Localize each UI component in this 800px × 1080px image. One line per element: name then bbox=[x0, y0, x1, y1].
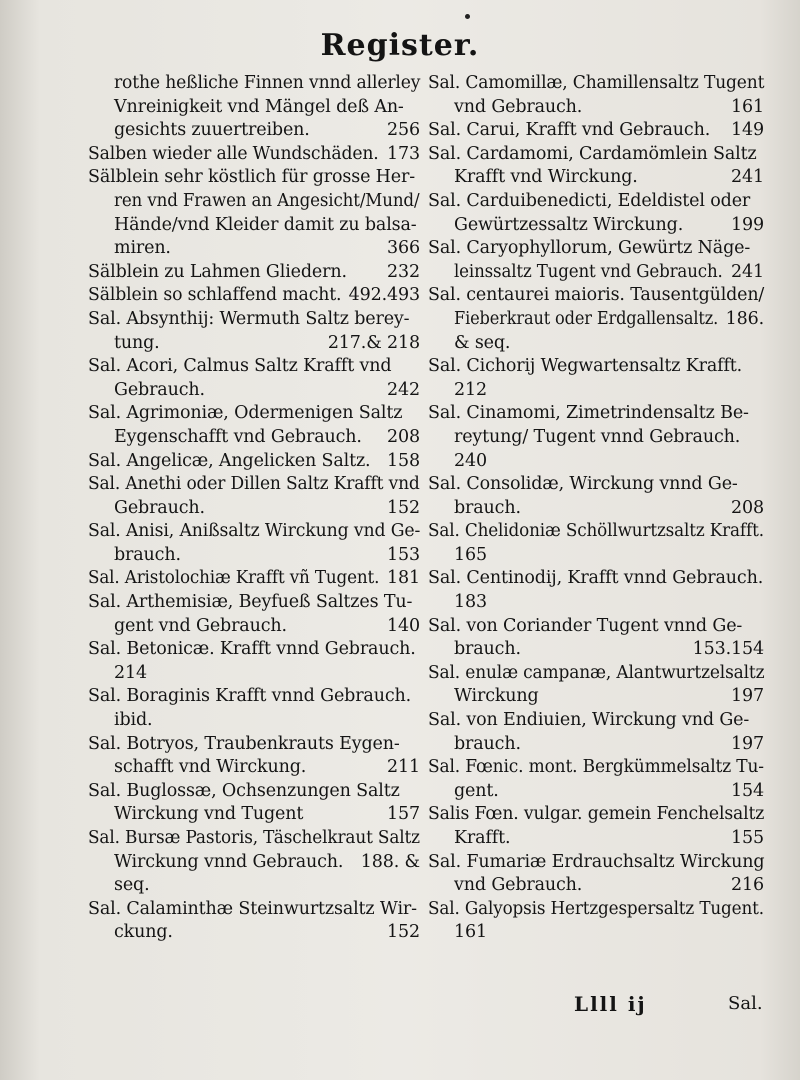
index-line bbox=[428, 756, 764, 780]
page-reference: 256 bbox=[387, 120, 420, 141]
page-reference: 153 bbox=[387, 544, 420, 565]
index-line bbox=[88, 284, 420, 308]
entry-text: Krafft. bbox=[454, 828, 511, 848]
entry-text: Sal. Centinodij, Krafft vnnd Gebrauch. bbox=[428, 568, 764, 589]
entry-text: Sälblein sehr köstlich für grosse Her- bbox=[88, 167, 415, 188]
index-line bbox=[428, 426, 764, 450]
ink-dot bbox=[465, 14, 470, 19]
entry-text: Sal. Anethi oder Dillen Saltz Krafft vnd bbox=[88, 474, 420, 495]
index-line bbox=[428, 567, 764, 591]
page-reference: 158 bbox=[387, 450, 420, 471]
entry-text: reytung/ Tugent vnnd Gebrauch. bbox=[454, 426, 741, 447]
index-line bbox=[428, 520, 764, 544]
entry-text: rothe heßliche Finnen vnnd allerley bbox=[114, 73, 421, 93]
entry-text: Sal. Fœnic. mont. Bergkümmelsaltz Tu- bbox=[428, 757, 764, 778]
entry-text: Sal. Galyopsis Hertzgespersaltz Tugent. bbox=[428, 898, 764, 919]
page-reference: 211 bbox=[387, 757, 420, 778]
entry-text: Sal. Acori, Calmus Saltz Krafft vnd bbox=[88, 356, 392, 377]
page-reference: 154 bbox=[731, 780, 764, 801]
entry-text: Sal. Agrimoniæ, Odermenigen Saltz bbox=[88, 403, 403, 424]
index-line bbox=[88, 662, 420, 686]
index-line bbox=[428, 827, 764, 851]
index-line bbox=[88, 355, 420, 379]
index-line bbox=[88, 709, 420, 733]
index-line bbox=[428, 780, 764, 804]
entry-text: Sal. von Coriander Tugent vnnd Ge- bbox=[428, 615, 743, 636]
index-line bbox=[88, 921, 420, 945]
page-reference: 153.154 bbox=[692, 639, 764, 660]
index-line bbox=[428, 921, 764, 945]
page-reference: 216 bbox=[731, 875, 764, 896]
entry-text: Sal. Aristolochiæ Krafft vñ Tugent. bbox=[88, 568, 380, 589]
entry-text: Sal. Cinamomi, Zimetrindensaltz Be- bbox=[428, 403, 749, 424]
index-line bbox=[428, 450, 764, 474]
index-line bbox=[88, 851, 420, 875]
page-reference: 208 bbox=[731, 497, 764, 518]
page-reference: 152 bbox=[387, 497, 420, 518]
page-title: Register. bbox=[320, 28, 480, 63]
index-line bbox=[88, 497, 420, 521]
entry-text: Sal. Boraginis Krafft vnnd Gebrauch. bbox=[88, 686, 412, 707]
index-line bbox=[88, 591, 420, 615]
index-line bbox=[428, 190, 764, 214]
index-line bbox=[88, 827, 420, 851]
index-line bbox=[88, 733, 420, 757]
entry-text: ibid. bbox=[114, 710, 153, 731]
index-line bbox=[88, 308, 420, 332]
entry-text: gent vnd Gebrauch. bbox=[114, 615, 287, 636]
index-line bbox=[428, 284, 764, 308]
index-line bbox=[88, 638, 420, 662]
entry-text: vnd Gebrauch. bbox=[454, 96, 583, 117]
index-line bbox=[88, 898, 420, 922]
page-reference: 157 bbox=[387, 804, 420, 825]
entry-text: Sal. Arthemisiæ, Beyfueß Saltzes Tu- bbox=[88, 592, 413, 613]
index-line bbox=[428, 615, 764, 639]
index-line bbox=[88, 756, 420, 780]
index-line bbox=[88, 261, 420, 285]
index-line bbox=[428, 709, 764, 733]
index-line bbox=[428, 143, 764, 167]
entry-text: Sal. Absynthij: Wermuth Saltz berey- bbox=[88, 308, 410, 329]
entry-text: Sal. Carduibenedicti, Edeldistel oder bbox=[428, 190, 751, 211]
entry-text: tung. bbox=[114, 332, 160, 353]
index-line bbox=[428, 803, 764, 827]
index-line bbox=[88, 544, 420, 568]
entry-text: ren vnd Frawen an Angesicht/Mund/ bbox=[114, 190, 420, 211]
entry-text: Sal. von Endiuien, Wirckung vnd Ge- bbox=[428, 710, 750, 731]
entry-text: schafft vnd Wirckung. bbox=[114, 757, 307, 778]
page-reference: 186. bbox=[725, 308, 764, 329]
entry-text: Hände/vnd Kleider damit zu balsa- bbox=[114, 214, 417, 235]
entry-text: vnd Gebrauch. bbox=[454, 875, 583, 896]
index-line bbox=[428, 733, 764, 757]
entry-text: Sal. Calaminthæ Steinwurtzsaltz Wir- bbox=[88, 898, 417, 919]
index-line bbox=[428, 851, 764, 875]
entry-text: brauch. bbox=[114, 544, 181, 565]
entry-text: Sal. Carui, Krafft vnd Gebrauch. bbox=[428, 120, 711, 141]
page-reference: 140 bbox=[387, 615, 420, 636]
entry-text: brauch. bbox=[454, 497, 521, 518]
index-line bbox=[428, 237, 764, 261]
page-reference: 232 bbox=[387, 261, 420, 282]
page-reference: 173 bbox=[387, 143, 420, 164]
index-line bbox=[428, 591, 764, 615]
entry-text: 212 bbox=[454, 379, 487, 400]
entry-text: Eygenschafft vnd Gebrauch. bbox=[114, 426, 362, 447]
index-line bbox=[88, 402, 420, 426]
index-line bbox=[88, 237, 420, 261]
page-reference: 242 bbox=[387, 379, 420, 400]
index-line bbox=[428, 308, 764, 332]
entry-text: Sal. Fumariæ Erdrauchsaltz Wirckung bbox=[428, 851, 765, 872]
entry-text: Sal. Camomillæ, Chamillensaltz Tugent bbox=[428, 73, 765, 93]
entry-text: Sal. Botryos, Traubenkrauts Eygen- bbox=[88, 733, 400, 754]
page-reference: 197 bbox=[731, 686, 764, 707]
index-line bbox=[428, 166, 764, 190]
index-line bbox=[428, 685, 764, 709]
index-line bbox=[88, 426, 420, 450]
entry-text: 183 bbox=[454, 592, 487, 613]
index-line bbox=[428, 119, 764, 143]
index-line bbox=[428, 379, 764, 403]
entry-text: Sal. Consolidæ, Wirckung vnnd Ge- bbox=[428, 474, 738, 495]
page-reference: 217.& 218 bbox=[327, 332, 420, 353]
index-line bbox=[88, 874, 420, 898]
entry-text: Sal. Betonicæ. Krafft vnnd Gebrauch. bbox=[88, 639, 416, 660]
catchword: Sal. bbox=[728, 993, 763, 1014]
page-reference: 199 bbox=[731, 214, 764, 235]
index-line bbox=[428, 874, 764, 898]
entry-text: Fieberkraut oder Erdgallensaltz. bbox=[454, 308, 719, 329]
page-reference: 161 bbox=[731, 96, 764, 117]
index-line bbox=[428, 497, 764, 521]
index-line bbox=[88, 143, 420, 167]
page-reference: 492.493 bbox=[348, 285, 420, 306]
page-reference: 197 bbox=[731, 733, 764, 754]
entry-text: leinssaltz Tugent vnd Gebrauch. bbox=[454, 261, 723, 282]
entry-text: Salben wieder alle Wundschäden. bbox=[88, 143, 379, 164]
index-line bbox=[88, 450, 420, 474]
entry-text: brauch. bbox=[454, 639, 521, 660]
entry-text: gesichts zuuertreiben. bbox=[114, 120, 310, 141]
entry-text: Wirckung vnd Tugent bbox=[114, 804, 304, 825]
entry-text: Wirckung bbox=[454, 686, 539, 707]
index-line bbox=[88, 780, 420, 804]
page-reference: 241 bbox=[731, 167, 764, 188]
index-line bbox=[88, 567, 420, 591]
page-reference: 241 bbox=[731, 261, 764, 282]
entry-text: Sal. enulæ campanæ, Alantwurtzelsaltz bbox=[428, 662, 765, 683]
index-line bbox=[428, 662, 764, 686]
entry-text: Sal. Angelicæ, Angelicken Saltz. bbox=[88, 450, 371, 471]
entry-text: Salis Fœn. vulgar. gemein Fenchelsaltz bbox=[428, 804, 765, 825]
entry-text: Gewürtzessaltz Wirckung. bbox=[454, 214, 684, 235]
entry-text: Sal. Buglossæ, Ochsenzungen Saltz bbox=[88, 780, 400, 801]
index-line bbox=[428, 473, 764, 497]
entry-text: Gebrauch. bbox=[114, 497, 205, 518]
entry-text: & seq. bbox=[454, 332, 511, 353]
index-line bbox=[428, 898, 764, 922]
page-reference: 366 bbox=[387, 238, 420, 259]
index-line bbox=[88, 96, 420, 120]
index-line bbox=[428, 638, 764, 662]
entry-text: miren. bbox=[114, 238, 171, 259]
entry-text: Gebrauch. bbox=[114, 379, 205, 400]
entry-text: Vnreinigkeit vnd Mängel deß An- bbox=[114, 96, 404, 117]
index-line bbox=[428, 261, 764, 285]
entry-text: brauch. bbox=[454, 733, 521, 754]
index-line bbox=[88, 72, 420, 96]
page-reference: 155 bbox=[731, 828, 764, 848]
entry-text: Sal. Caryophyllorum, Gewürtz Näge- bbox=[428, 238, 751, 259]
index-line bbox=[88, 190, 420, 214]
entry-text: 240 bbox=[454, 450, 487, 471]
entry-text: Sälblein zu Lahmen Gliedern. bbox=[88, 261, 347, 282]
index-line bbox=[428, 332, 764, 356]
index-line bbox=[88, 685, 420, 709]
page-reference: 149 bbox=[731, 120, 764, 141]
page-reference: 181 bbox=[387, 568, 420, 589]
entry-text: 214 bbox=[114, 662, 147, 683]
index-line bbox=[428, 96, 764, 120]
page-reference: 152 bbox=[387, 922, 420, 943]
signature-mark: Llll ij bbox=[574, 992, 647, 1016]
index-line bbox=[428, 72, 764, 96]
index-line bbox=[428, 214, 764, 238]
entry-text: Sälblein so schlaffend macht. bbox=[88, 285, 342, 306]
entry-text: Sal. centaurei maioris. Tausentgülden/ bbox=[428, 285, 765, 306]
entry-text: seq. bbox=[114, 875, 150, 896]
index-line bbox=[88, 166, 420, 190]
index-line bbox=[88, 214, 420, 238]
index-line bbox=[428, 544, 764, 568]
entry-text: Sal. Cichorij Wegwartensaltz Krafft. bbox=[428, 356, 743, 377]
index-line bbox=[88, 119, 420, 143]
index-line bbox=[428, 402, 764, 426]
entry-text: 165 bbox=[454, 544, 487, 565]
entry-text: Sal. Bursæ Pastoris, Täschelkraut Saltz bbox=[88, 828, 420, 848]
index-line bbox=[88, 473, 420, 497]
index-line bbox=[88, 520, 420, 544]
entry-text: gent. bbox=[454, 780, 499, 801]
index-line bbox=[88, 615, 420, 639]
right-column bbox=[428, 72, 764, 945]
index-line bbox=[88, 332, 420, 356]
entry-text: ckung. bbox=[114, 922, 173, 943]
page-reference: 188. & bbox=[360, 851, 420, 872]
index-line bbox=[88, 803, 420, 827]
left-column bbox=[88, 72, 420, 945]
index-line bbox=[88, 379, 420, 403]
entry-text: Sal. Anisi, Anißsaltz Wirckung vnd Ge- bbox=[88, 521, 421, 542]
index-line bbox=[428, 355, 764, 379]
entry-text: 161 bbox=[454, 922, 487, 943]
entry-text: Krafft vnd Wirckung. bbox=[454, 167, 638, 188]
entry-text: Wirckung vnnd Gebrauch. bbox=[114, 851, 344, 872]
page-reference: 208 bbox=[387, 426, 420, 447]
entry-text: Sal. Chelidoniæ Schöllwurtzsaltz Krafft. bbox=[428, 521, 764, 542]
entry-text: Sal. Cardamomi, Cardamömlein Saltz bbox=[428, 143, 757, 164]
